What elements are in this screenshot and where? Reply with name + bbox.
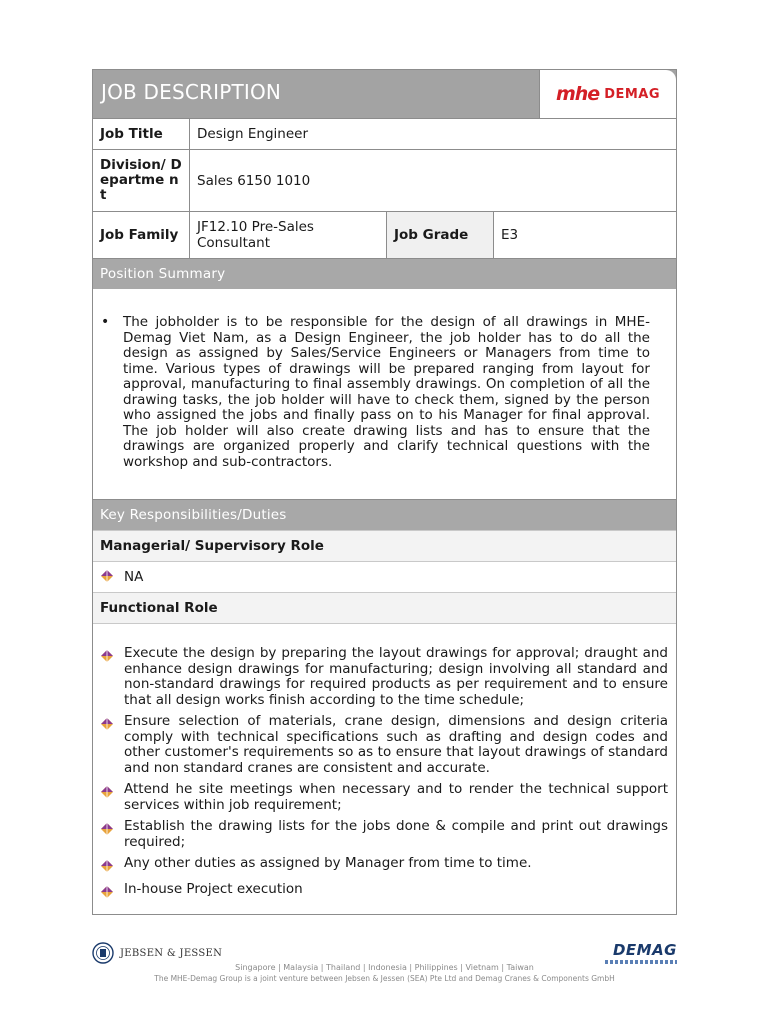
division-value: Sales 6150 1010: [190, 150, 677, 212]
diamond-bullet-icon: [101, 714, 124, 776]
key-responsibilities-heading: Key Responsibilities/Duties: [93, 500, 676, 530]
duty-text: Execute the design by preparing the layout drawings for approval; draught and enhance design drawings for manufacturing; design involving all standard and non-standard drawings for required products as per requirement and to ensure that all design works finish according to the time schedule;: [124, 645, 668, 708]
summary-bullet-item: [101, 315, 650, 470]
job-grade-label: Job Grade: [387, 212, 494, 259]
diamond-bullet-icon: [101, 856, 124, 876]
job-grade-value: E3: [494, 212, 677, 259]
duty-text: Ensure selection of materials, crane design, dimensions and design criteria comply with technical specifications such as drafting and design codes and other customer's requirements so as to ensure that layout drawings of standard and non standard cranes are consistent and accurate.: [124, 713, 668, 776]
job-info-table: [92, 118, 677, 259]
list-item: [101, 646, 668, 708]
list-item: [101, 714, 668, 776]
job-title-row: [93, 119, 677, 150]
document-header: [92, 69, 677, 118]
duty-text: Attend he site meetings when necessary and to render the technical support services within job requirement;: [124, 781, 668, 813]
duty-text: Establish the drawing lists for the jobs done & compile and print out drawings required;: [124, 818, 668, 850]
jebsen-jessen-name: JEBSEN & JESSEN: [120, 947, 223, 959]
position-summary-body: [93, 289, 676, 499]
list-item: [101, 882, 668, 902]
jebsen-jessen-logo: [92, 942, 222, 964]
logo-demag-text: DEMAG: [604, 86, 661, 102]
division-row: [93, 150, 677, 212]
job-family-label: Job Family: [93, 212, 190, 259]
position-summary-heading: Position Summary: [93, 259, 676, 289]
summary-text: The jobholder is to be responsible for the design of all drawings in MHE-Demag Viet Nam, as a Design Engineer, the job holder has to do all the design as assigned by Sales/Service Engineers or Managers from time to time. Various types of drawings will be prepared ranging from layout for approval, manufacturing to final assembly drawings. On completion of all the drawing tasks, the job holder will have to check them, signed by the person who assigned the jobs and finally pass on to his Manager for final approval. The job holder will also create drawing lists and has to ensure that the drawings are organized properly and clarify technical questions with the workshop and sub-contractors.: [123, 314, 650, 470]
functional-role-heading: Functional Role: [93, 592, 676, 624]
position-summary-section: [92, 259, 677, 500]
division-label: Division/ Departme nt: [93, 150, 190, 212]
job-title-value: Design Engineer: [190, 119, 677, 150]
diamond-bullet-icon: [101, 569, 124, 586]
managerial-item: [93, 562, 676, 592]
diamond-bullet-icon: [101, 819, 124, 850]
duty-text: In-house Project execution: [124, 881, 303, 897]
job-family-value: JF12.10 Pre-Sales Consultant: [190, 212, 387, 259]
list-item: [101, 782, 668, 813]
job-description-page: [92, 69, 677, 915]
list-item: [101, 856, 668, 876]
functional-duties-list: [93, 624, 676, 914]
footer-countries: Singapore | Malaysia | Thailand | Indonesia | Philippines | Vietnam | Taiwan: [235, 963, 534, 972]
duty-text: Any other duties as assigned by Manager from time to time.: [124, 855, 532, 871]
job-title-label: Job Title: [93, 119, 190, 150]
demag-footer-word: DEMAG: [612, 941, 677, 959]
page-footer: [92, 938, 677, 988]
key-responsibilities-section: [92, 500, 677, 915]
bullet-dot: •: [101, 314, 110, 330]
logo-mhe-text: mhe: [555, 83, 600, 105]
diamond-bullet-icon: [101, 882, 124, 902]
document-title: JOB DESCRIPTION: [101, 80, 282, 104]
demag-footer-logo: [605, 941, 677, 964]
managerial-role-heading: Managerial/ Supervisory Role: [93, 530, 676, 562]
mhe-demag-logo: [539, 70, 676, 118]
footer-joint-venture: The MHE-Demag Group is a joint venture between Jebsen & Jessen (SEA) Pte Ltd and Demag Cranes & Components GmbH: [154, 974, 615, 983]
diamond-bullet-icon: [101, 646, 124, 708]
family-grade-row: [93, 212, 677, 259]
jebsen-jessen-seal-icon: [92, 942, 114, 964]
diamond-bullet-icon: [101, 782, 124, 813]
list-item: [101, 819, 668, 850]
managerial-item-text: NA: [124, 569, 144, 585]
